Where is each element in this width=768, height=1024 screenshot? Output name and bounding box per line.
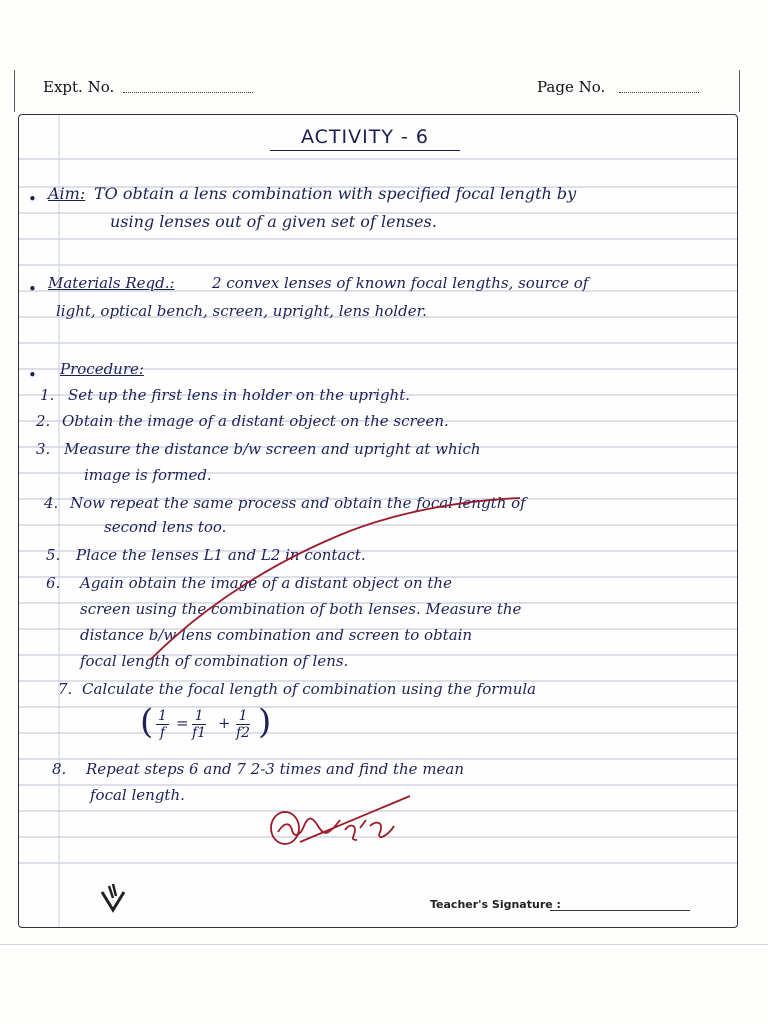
formula-paren-close: ): [258, 702, 272, 742]
formula-term-1: [192, 708, 206, 741]
formula-t1-den: f1: [192, 725, 207, 741]
procedure-label: Procedure:: [60, 360, 144, 378]
step-number: 7.: [58, 680, 73, 698]
formula-lhs: [156, 708, 169, 741]
activity-title: ACTIVITY - 6: [270, 126, 460, 151]
formula-lhs-den: f: [159, 725, 166, 741]
teacher-signature-label: Teacher's Signature :: [430, 898, 561, 911]
step-3-line-2: image is formed.: [84, 466, 212, 484]
bullet-icon: •: [28, 190, 37, 208]
teacher-signature-field: [550, 910, 690, 911]
formula-plus: +: [218, 714, 231, 732]
step-number: 4.: [44, 494, 59, 512]
step-number: 2.: [36, 412, 51, 430]
formula-t2-num: 1: [236, 708, 250, 725]
step-8-line-1: Repeat steps 6 and 7 2-3 times and find the mean: [86, 760, 465, 778]
step-6-line-1: Again obtain the image of a distant object on the: [80, 574, 452, 592]
step-4-line-2: second lens too.: [104, 518, 227, 536]
step-number: 1.: [40, 386, 55, 404]
step-4-line-1: Now repeat the same process and obtain the focal length of: [70, 494, 526, 512]
page-no-label: Page No.: [537, 78, 606, 96]
aim-label: Aim:: [48, 184, 86, 203]
materials-line-1: 2 convex lenses of known focal lengths, source of: [212, 274, 589, 292]
page-no-field: [619, 92, 699, 93]
bullet-icon: •: [28, 280, 37, 298]
step-3-line-1: Measure the distance b/w screen and upright at which: [64, 440, 481, 458]
expt-no-label: Expt. No.: [43, 78, 115, 96]
materials-line-2: light, optical bench, screen, upright, lens holder.: [56, 302, 427, 320]
page-header: [14, 70, 740, 112]
formula-lhs-num: 1: [158, 708, 167, 724]
formula-t2-den: f2: [236, 725, 251, 741]
lens-formula: [140, 702, 280, 750]
step-5-line-1: Place the lenses L1 and L2 in contact.: [76, 546, 366, 564]
step-number: 6.: [46, 574, 61, 592]
step-number: 5.: [46, 546, 61, 564]
bottom-divider: [0, 944, 768, 945]
formula-paren-open: (: [140, 702, 154, 742]
step-number: 3.: [36, 440, 51, 458]
formula-equals: =: [176, 714, 189, 732]
step-2-line-1: Obtain the image of a distant object on the screen.: [62, 412, 449, 430]
step-6-line-2: screen using the combination of both lenses. Measure the: [80, 600, 522, 618]
notebook-logo: [98, 882, 128, 916]
step-number: 8.: [52, 760, 67, 778]
step-8-line-2: focal length.: [90, 786, 185, 804]
step-6-line-3: distance b/w lens combination and screen to obtain: [80, 626, 473, 644]
step-1-line-1: Set up the first lens in holder on the upright.: [68, 386, 410, 404]
formula-t1-num: 1: [192, 708, 206, 725]
formula-term-2: [236, 708, 250, 741]
expt-no-field: [123, 92, 253, 93]
bullet-icon: •: [28, 366, 37, 384]
aim-line-2: using lenses out of a given set of lenses.: [110, 212, 437, 231]
step-6-line-4: focal length of combination of lens.: [80, 652, 349, 670]
materials-label: Materials Reqd.:: [48, 274, 175, 292]
step-7-line-1: Calculate the focal length of combination using the formula: [82, 680, 537, 698]
aim-line-1: TO obtain a lens combination with specified focal length by: [94, 184, 577, 203]
